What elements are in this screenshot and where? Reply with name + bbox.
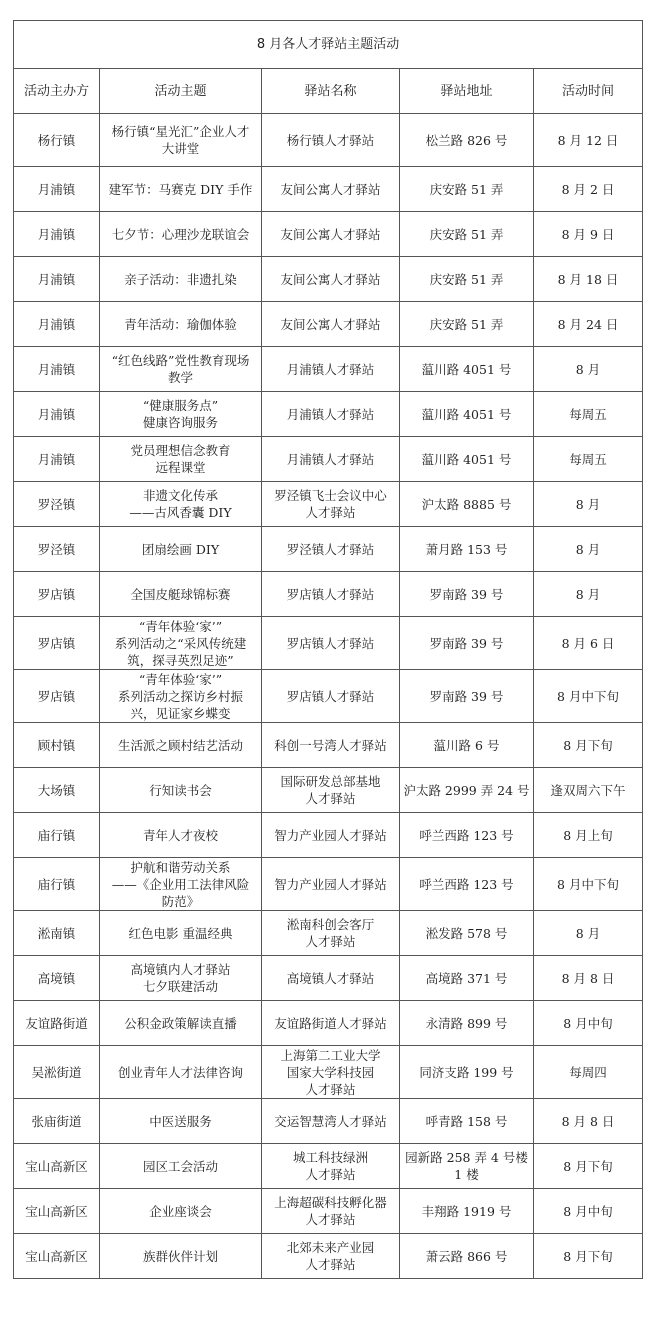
organizer-cell: 张庙街道 <box>14 1099 100 1144</box>
activity-table <box>13 20 643 1279</box>
station-address-cell: 蕰川路 6 号 <box>400 723 534 768</box>
station-address-cell: 庆安路 51 弄 <box>400 167 534 212</box>
table-row <box>14 1099 643 1144</box>
activity-time-cell: 每周五 <box>534 437 643 482</box>
activity-time-cell: 8 月中下旬 <box>534 858 643 911</box>
station-address-cell: 同济支路 199 号 <box>400 1046 534 1099</box>
table-row <box>14 1189 643 1234</box>
organizer-cell: 杨行镇 <box>14 114 100 167</box>
theme-cell: 亲子活动：非遗扎染 <box>100 257 262 302</box>
station-name-cell: 科创一号湾人才驿站 <box>262 723 400 768</box>
organizer-cell: 月浦镇 <box>14 302 100 347</box>
station-address-cell: 蕰川路 4051 号 <box>400 437 534 482</box>
organizer-cell: 友谊路街道 <box>14 1001 100 1046</box>
theme-cell: 中医送服务 <box>100 1099 262 1144</box>
organizer-cell: 月浦镇 <box>14 257 100 302</box>
station-address-cell: 庆安路 51 弄 <box>400 257 534 302</box>
table-row <box>14 1234 643 1279</box>
station-address-cell: 罗南路 39 号 <box>400 617 534 670</box>
station-address-cell: 蕰川路 4051 号 <box>400 347 534 392</box>
activity-time-cell: 8 月下旬 <box>534 723 643 768</box>
station-address-cell: 沪太路 8885 号 <box>400 482 534 527</box>
organizer-cell: 罗店镇 <box>14 670 100 723</box>
station-name-cell: 高境镇人才驿站 <box>262 956 400 1001</box>
station-address-cell: 淞发路 578 号 <box>400 911 534 956</box>
activity-time-cell: 8 月 2 日 <box>534 167 643 212</box>
table-row <box>14 212 643 257</box>
organizer-cell: 庙行镇 <box>14 858 100 911</box>
station-name-cell: 国际研发总部基地 人才驿站 <box>262 768 400 813</box>
organizer-cell: 月浦镇 <box>14 167 100 212</box>
theme-cell: 红色电影 重温经典 <box>100 911 262 956</box>
activity-time-cell: 8 月 12 日 <box>534 114 643 167</box>
header-activity-time: 活动时间 <box>534 69 643 114</box>
activity-table-container <box>13 20 642 1279</box>
header-station-address: 驿站地址 <box>400 69 534 114</box>
station-name-cell: 智力产业园人才驿站 <box>262 813 400 858</box>
activity-time-cell: 8 月 <box>534 482 643 527</box>
activity-time-cell: 8 月上旬 <box>534 813 643 858</box>
station-name-cell: 城工科技绿洲 人才驿站 <box>262 1144 400 1189</box>
activity-time-cell: 8 月 <box>534 572 643 617</box>
table-row <box>14 1001 643 1046</box>
organizer-cell: 罗泾镇 <box>14 482 100 527</box>
station-address-cell: 园新路 258 弄 4 号楼 1 楼 <box>400 1144 534 1189</box>
station-address-cell: 庆安路 51 弄 <box>400 302 534 347</box>
theme-cell: 青年活动：瑜伽体验 <box>100 302 262 347</box>
station-name-cell: 上海第二工业大学 国家大学科技园 人才驿站 <box>262 1046 400 1099</box>
station-name-cell: 罗店镇人才驿站 <box>262 617 400 670</box>
theme-cell: 高境镇内人才驿站 七夕联建活动 <box>100 956 262 1001</box>
table-title: 8 月各人才驿站主题活动 <box>14 21 643 69</box>
organizer-cell: 月浦镇 <box>14 392 100 437</box>
activity-time-cell: 8 月下旬 <box>534 1144 643 1189</box>
table-row <box>14 813 643 858</box>
table-row <box>14 1144 643 1189</box>
activity-time-cell: 8 月中旬 <box>534 1189 643 1234</box>
organizer-cell: 宝山高新区 <box>14 1189 100 1234</box>
theme-cell: 非遗文化传承 ——古风香囊 DIY <box>100 482 262 527</box>
station-address-cell: 沪太路 2999 弄 24 号 <box>400 768 534 813</box>
station-address-cell: 庆安路 51 弄 <box>400 212 534 257</box>
organizer-cell: 顾村镇 <box>14 723 100 768</box>
organizer-cell: 庙行镇 <box>14 813 100 858</box>
activity-time-cell: 8 月 18 日 <box>534 257 643 302</box>
theme-cell: 园区工会活动 <box>100 1144 262 1189</box>
theme-cell: 青年人才夜校 <box>100 813 262 858</box>
table-row <box>14 768 643 813</box>
organizer-cell: 月浦镇 <box>14 212 100 257</box>
table-row <box>14 114 643 167</box>
station-name-cell: 罗泾镇人才驿站 <box>262 527 400 572</box>
theme-cell: 族群伙伴计划 <box>100 1234 262 1279</box>
station-name-cell: 上海超碳科技孵化器 人才驿站 <box>262 1189 400 1234</box>
activity-time-cell: 8 月 <box>534 527 643 572</box>
activity-time-cell: 8 月 9 日 <box>534 212 643 257</box>
station-address-cell: 永清路 899 号 <box>400 1001 534 1046</box>
organizer-cell: 宝山高新区 <box>14 1234 100 1279</box>
organizer-cell: 罗店镇 <box>14 617 100 670</box>
header-theme: 活动主题 <box>100 69 262 114</box>
table-row <box>14 482 643 527</box>
theme-cell: “健康服务点” 健康咨询服务 <box>100 392 262 437</box>
table-row <box>14 437 643 482</box>
station-address-cell: 呼兰西路 123 号 <box>400 813 534 858</box>
organizer-cell: 宝山高新区 <box>14 1144 100 1189</box>
station-name-cell: 月浦镇人才驿站 <box>262 437 400 482</box>
station-name-cell: 杨行镇人才驿站 <box>262 114 400 167</box>
theme-cell: 公积金政策解读直播 <box>100 1001 262 1046</box>
station-name-cell: 友间公寓人才驿站 <box>262 302 400 347</box>
station-name-cell: 淞南科创会客厅 人才驿站 <box>262 911 400 956</box>
table-row <box>14 723 643 768</box>
table-row <box>14 956 643 1001</box>
theme-cell: 全国皮艇球锦标赛 <box>100 572 262 617</box>
station-name-cell: 友间公寓人才驿站 <box>262 212 400 257</box>
activity-time-cell: 8 月 8 日 <box>534 956 643 1001</box>
header-station-name: 驿站名称 <box>262 69 400 114</box>
station-address-cell: 丰翔路 1919 号 <box>400 1189 534 1234</box>
station-address-cell: 高境路 371 号 <box>400 956 534 1001</box>
station-name-cell: 交运智慧湾人才驿站 <box>262 1099 400 1144</box>
theme-cell: “青年体验‘家’” 系列活动之探访乡村振 兴，见证家乡蝶变 <box>100 670 262 723</box>
theme-cell: 企业座谈会 <box>100 1189 262 1234</box>
table-body <box>14 114 643 1279</box>
station-name-cell: 月浦镇人才驿站 <box>262 347 400 392</box>
organizer-cell: 高境镇 <box>14 956 100 1001</box>
theme-cell: 七夕节：心理沙龙联谊会 <box>100 212 262 257</box>
table-row <box>14 302 643 347</box>
station-name-cell: 罗泾镇飞士会议中心 人才驿站 <box>262 482 400 527</box>
organizer-cell: 月浦镇 <box>14 437 100 482</box>
activity-time-cell: 逢双周六下午 <box>534 768 643 813</box>
activity-time-cell: 8 月中下旬 <box>534 670 643 723</box>
theme-cell: “红色线路”党性教育现场 教学 <box>100 347 262 392</box>
organizer-cell: 吴淞街道 <box>14 1046 100 1099</box>
station-name-cell: 罗店镇人才驿站 <box>262 572 400 617</box>
table-row <box>14 670 643 723</box>
organizer-cell: 月浦镇 <box>14 347 100 392</box>
station-address-cell: 呼兰西路 123 号 <box>400 858 534 911</box>
theme-cell: 创业青年人才法律咨询 <box>100 1046 262 1099</box>
activity-time-cell: 8 月 <box>534 347 643 392</box>
table-row <box>14 1046 643 1099</box>
table-row <box>14 911 643 956</box>
activity-time-cell: 8 月 6 日 <box>534 617 643 670</box>
table-row <box>14 527 643 572</box>
activity-time-cell: 每周四 <box>534 1046 643 1099</box>
theme-cell: 生活派之顾村结艺活动 <box>100 723 262 768</box>
table-row <box>14 572 643 617</box>
activity-time-cell: 每周五 <box>534 392 643 437</box>
organizer-cell: 淞南镇 <box>14 911 100 956</box>
table-row <box>14 347 643 392</box>
theme-cell: 护航和谐劳动关系 ——《企业用工法律风险 防范》 <box>100 858 262 911</box>
station-name-cell: 智力产业园人才驿站 <box>262 858 400 911</box>
theme-cell: 行知读书会 <box>100 768 262 813</box>
table-row <box>14 167 643 212</box>
table-row <box>14 392 643 437</box>
station-address-cell: 罗南路 39 号 <box>400 572 534 617</box>
organizer-cell: 大场镇 <box>14 768 100 813</box>
activity-time-cell: 8 月中旬 <box>534 1001 643 1046</box>
header-row <box>14 69 643 114</box>
theme-cell: 建军节：马赛克 DIY 手作 <box>100 167 262 212</box>
table-row <box>14 617 643 670</box>
station-address-cell: 松兰路 826 号 <box>400 114 534 167</box>
table-row <box>14 858 643 911</box>
organizer-cell: 罗泾镇 <box>14 527 100 572</box>
station-address-cell: 萧月路 153 号 <box>400 527 534 572</box>
activity-time-cell: 8 月下旬 <box>534 1234 643 1279</box>
station-address-cell: 呼青路 158 号 <box>400 1099 534 1144</box>
station-address-cell: 蕰川路 4051 号 <box>400 392 534 437</box>
station-name-cell: 北郊未来产业园 人才驿站 <box>262 1234 400 1279</box>
theme-cell: 团扇绘画 DIY <box>100 527 262 572</box>
activity-time-cell: 8 月 <box>534 911 643 956</box>
station-address-cell: 罗南路 39 号 <box>400 670 534 723</box>
theme-cell: 党员理想信念教育 远程课堂 <box>100 437 262 482</box>
theme-cell: “青年体验‘家’” 系列活动之“采风传统建 筑，探寻英烈足迹” <box>100 617 262 670</box>
station-name-cell: 罗店镇人才驿站 <box>262 670 400 723</box>
table-row <box>14 257 643 302</box>
station-name-cell: 友间公寓人才驿站 <box>262 257 400 302</box>
header-organizer: 活动主办方 <box>14 69 100 114</box>
station-name-cell: 友谊路街道人才驿站 <box>262 1001 400 1046</box>
organizer-cell: 罗店镇 <box>14 572 100 617</box>
activity-time-cell: 8 月 24 日 <box>534 302 643 347</box>
activity-time-cell: 8 月 8 日 <box>534 1099 643 1144</box>
station-address-cell: 萧云路 866 号 <box>400 1234 534 1279</box>
theme-cell: 杨行镇“星光汇”企业人才 大讲堂 <box>100 114 262 167</box>
station-name-cell: 月浦镇人才驿站 <box>262 392 400 437</box>
station-name-cell: 友间公寓人才驿站 <box>262 167 400 212</box>
